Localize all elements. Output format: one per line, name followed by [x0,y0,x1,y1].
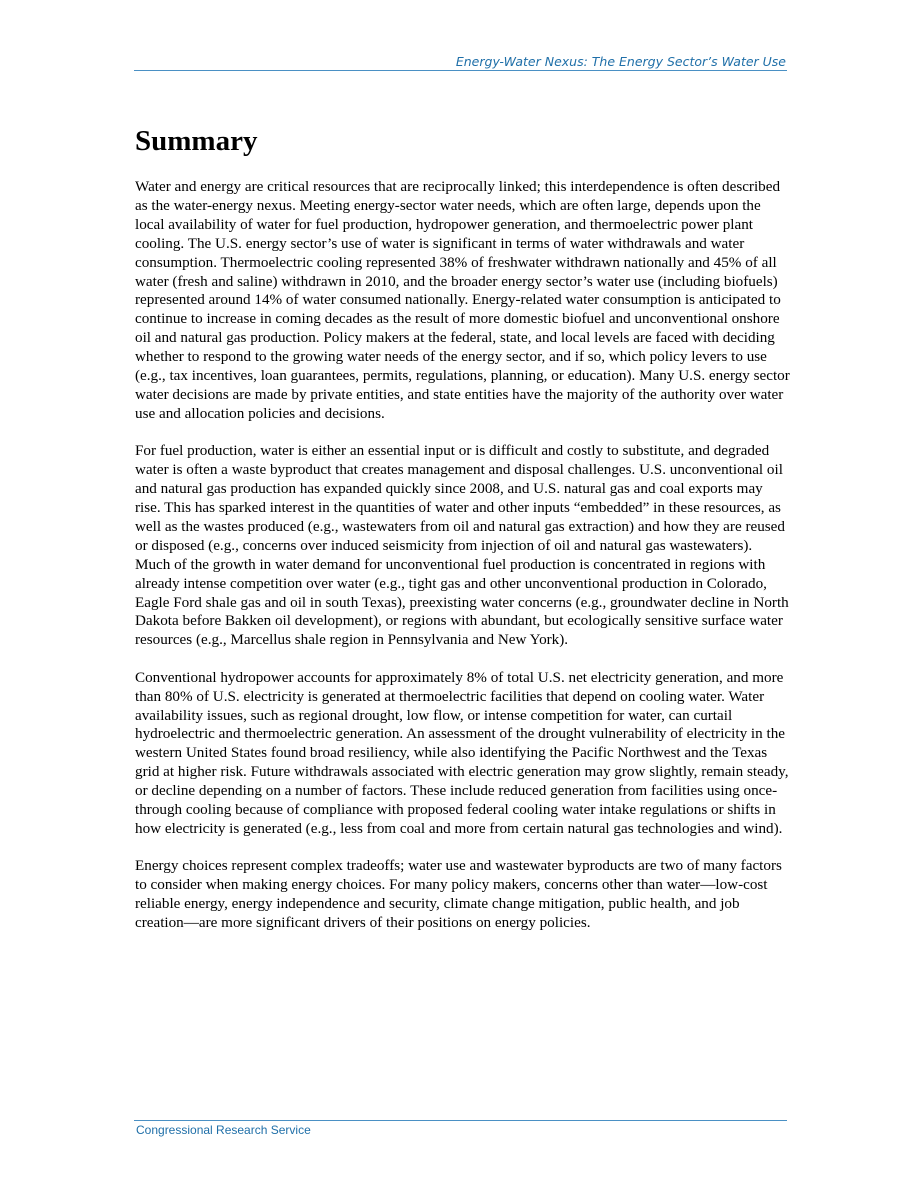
running-header-title: Energy-Water Nexus: The Energy Sector’s Water Use [455,54,786,69]
summary-paragraph-1: Water and energy are critical resources that are reciprocally linked; this interdependence is often described as the water-energy nexus. Meeting energy-sector water needs, which are often large, depends upon the local availability of water for fuel production, hydropower generation, and thermoelectric power plant cooling. The U.S. energy sector’s use of water is significant in terms of water withdrawals and water consumption. Thermoelectric cooling represented 38% of freshwater withdrawn nationally and 45% of all water (fresh and saline) withdrawn in 2010, and the broader energy sector’s water use (including biofuels) represented around 14% of water consumed nationally. Energy-related water consumption is anticipated to continue to increase in coming decades as the result of more domestic biofuel and unconventional onshore oil and natural gas production. Policy makers at the federal, state, and local levels are faced with deciding whether to respond to the growing water needs of the energy sector, and if so, which policy levers to use (e.g., tax incentives, loan guarantees, permits, regulations, planning, or education). Many U.S. energy sector water decisions are made by private entities, and state entities have the majority of the authority over water use and allocation policies and decisions. [135,178,790,422]
summary-paragraph-3: Conventional hydropower accounts for approximately 8% of total U.S. net electricity generation, and more than 80% of U.S. electricity is generated at thermoelectric facilities that depend on cooling water. Water availability issues, such as regional drought, low flow, or intense competition for water, can curtail hydroelectric and thermoelectric generation. An assessment of the drought vulnerability of electricity in the western United States found broad resiliency, while also identifying the Pacific Northwest and the Texas grid at higher risk. Future withdrawals associated with electric generation may grow slightly, remain steady, or decline depending on a number of factors. These include reduced generation from facilities using once-through cooling because of compliance with proposed federal cooling water intake regulations or shifts in how electricity is generated (e.g., less from coal and more from certain natural gas technologies and wind). [135,668,789,837]
footer-divider [134,1120,787,1121]
summary-paragraph-2: For fuel production, water is either an essential input or is difficult and costly to substitute, and degraded water is often a waste byproduct that creates management and disposal challenges. U.S. unconventional oil and natural gas production has expanded quickly since 2008, and U.S. natural gas and coal exports may rise. This has sparked interest in the quantities of water and other inputs “embedded” in these resources, as well as the wastes produced (e.g., wastewaters from oil and natural gas extraction) and how they are reused or disposed (e.g., concerns over induced seismicity from injection of oil and natural gas wastewaters). Much of the growth in water demand for unconventional fuel production is concentrated in regions with already intense competition over water (e.g., tight gas and other unconventional production in Colorado, Eagle Ford shale gas and oil in south Texas), preexisting water concerns (e.g., groundwater decline in North Dakota before Bakken oil development), or regions with abundant, but ecologically sensitive surface water resources (e.g., Marcellus shale region in Pennsylvania and New York). [135,442,789,649]
summary-body [135,178,791,952]
summary-paragraph-4: Energy choices represent complex tradeoffs; water use and wastewater byproducts are two of many factors to consider when making energy choices. For many policy makers, concerns other than water—low-cost reliable energy, energy independence and security, climate change mitigation, public health, and job creation—are more significant drivers of their positions on energy policies. [135,857,782,932]
page-title: Summary [135,125,258,157]
footer-organization: Congressional Research Service [136,1123,311,1137]
header-divider [134,70,787,71]
